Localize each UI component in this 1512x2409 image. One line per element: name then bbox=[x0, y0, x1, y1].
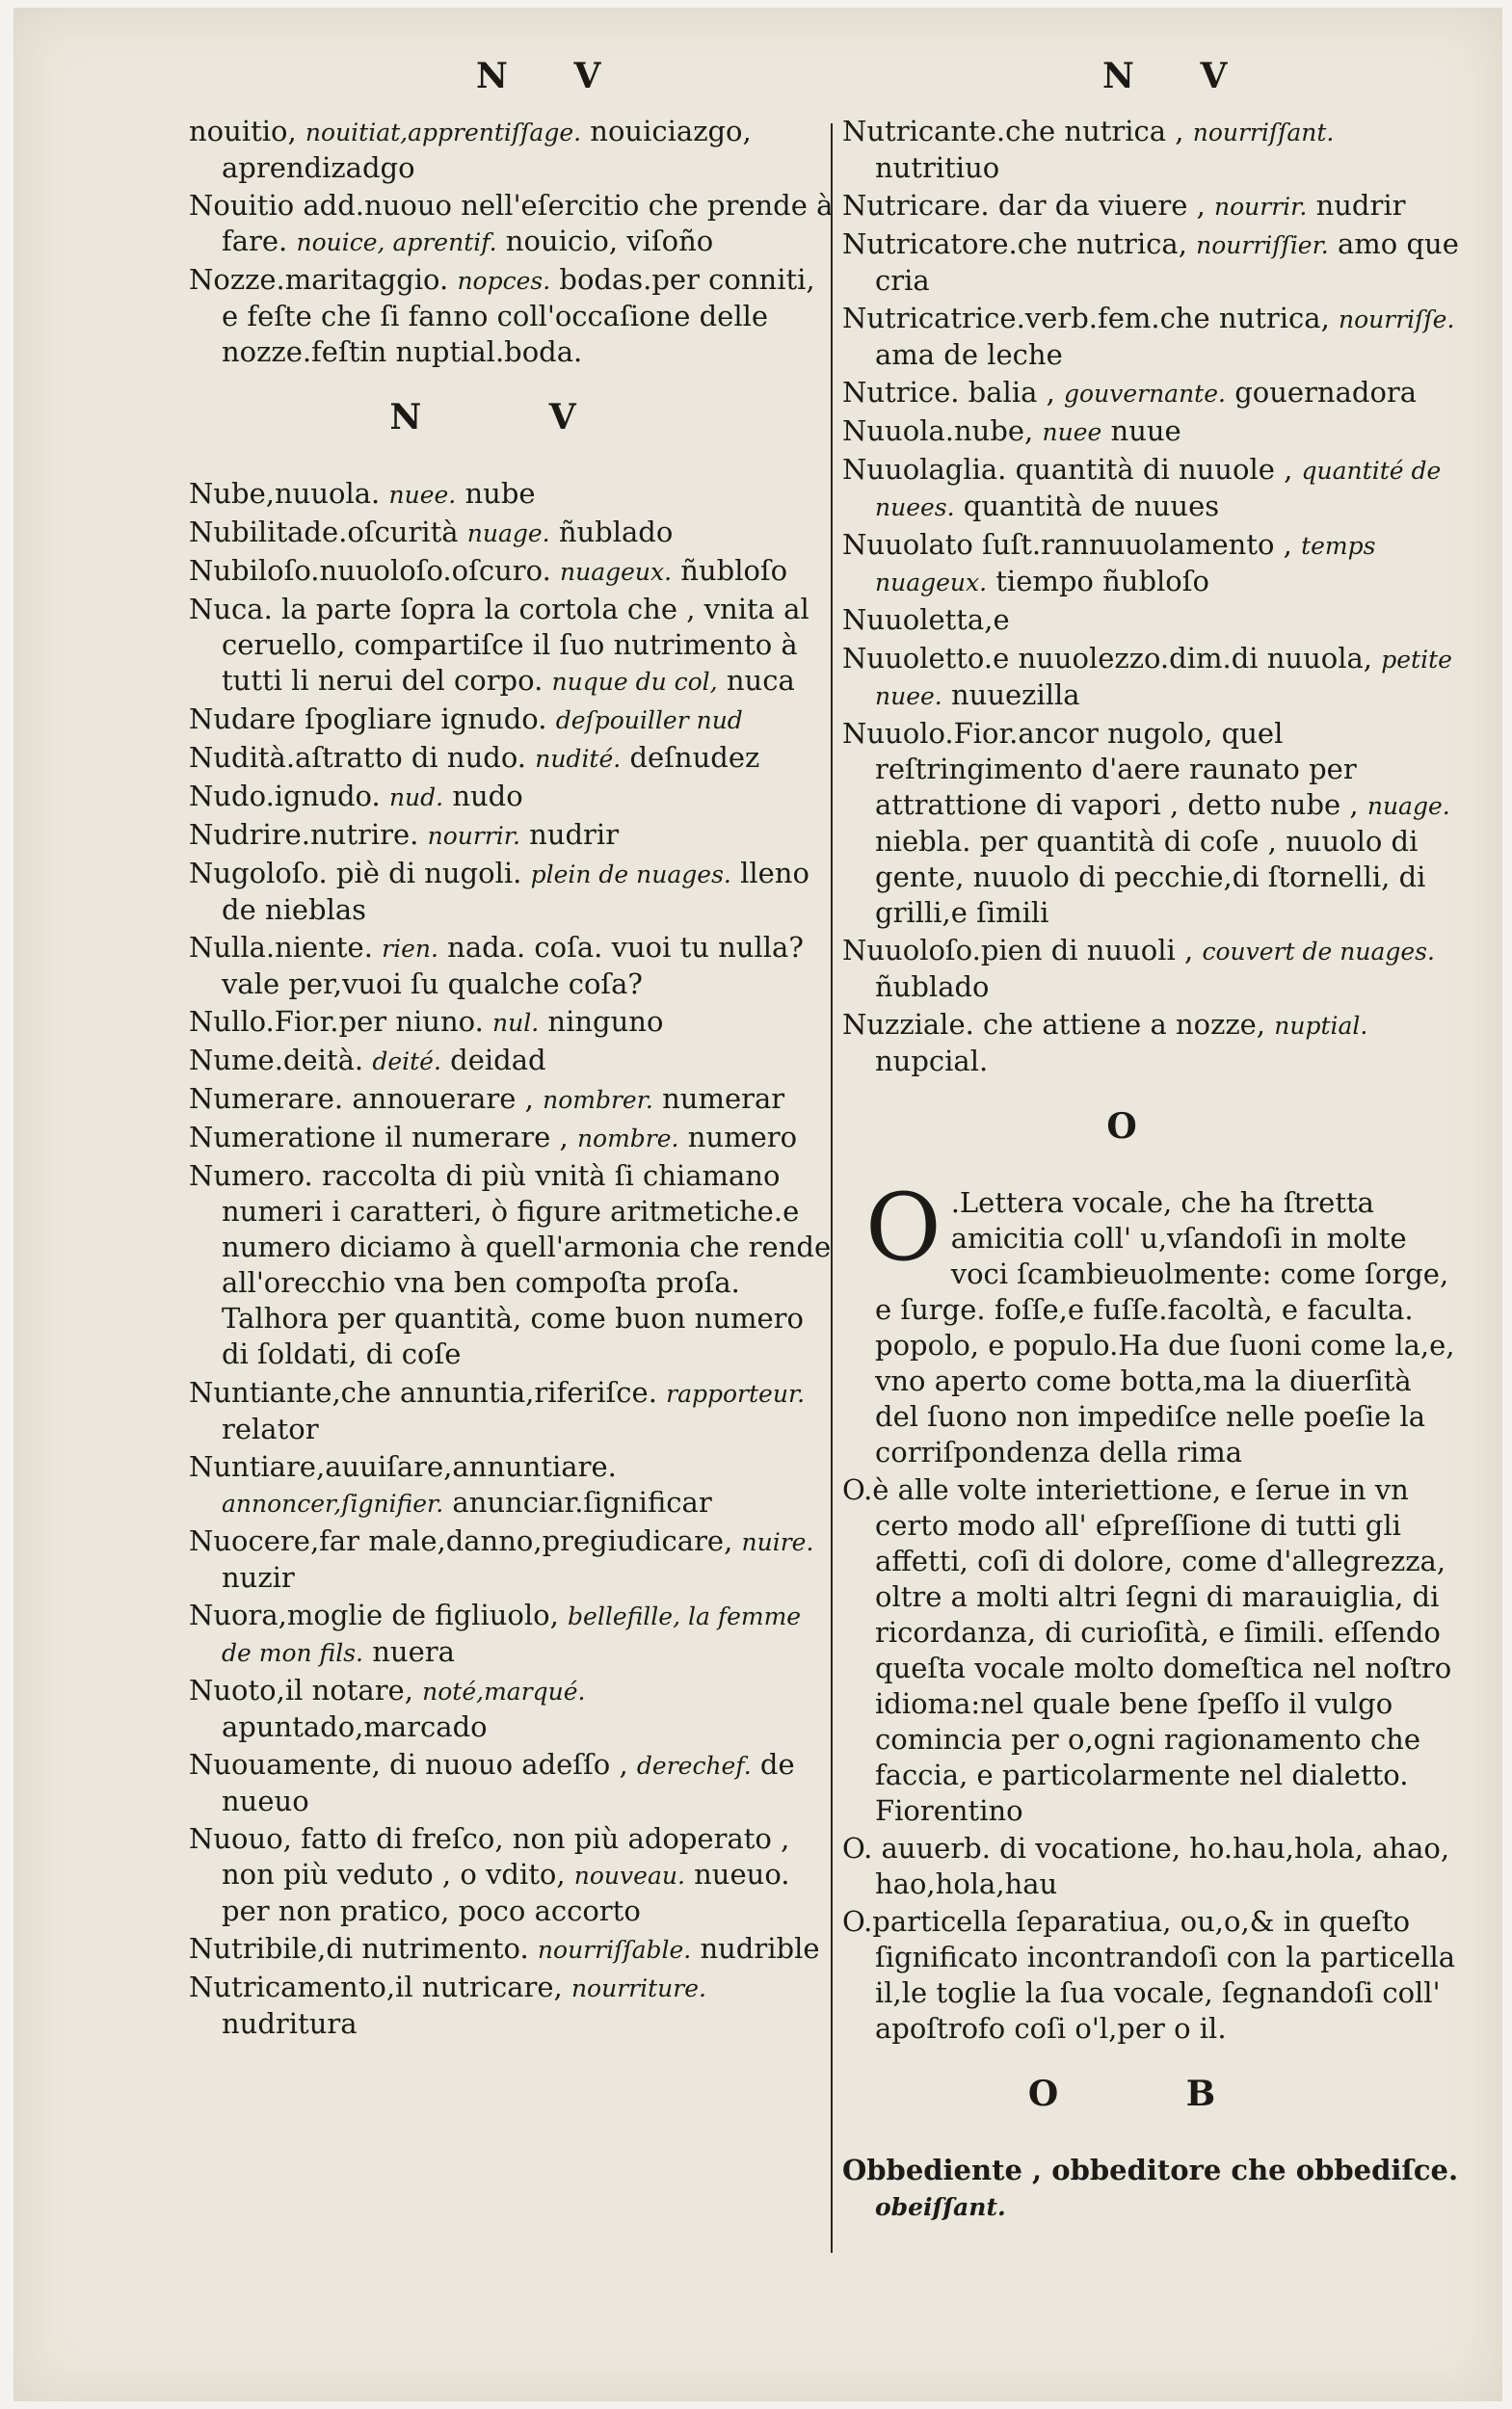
dictionary-entry bbox=[189, 1158, 835, 1373]
dictionary-entry bbox=[842, 527, 1459, 600]
entry-french: nourrir. bbox=[1214, 193, 1308, 221]
dictionary-entry bbox=[189, 1004, 835, 1041]
dictionary-entry bbox=[189, 1673, 835, 1745]
dictionary-entry bbox=[189, 817, 835, 854]
entry-french: nuageux. bbox=[560, 558, 673, 586]
entry-french: nopces. bbox=[457, 267, 551, 295]
entry-italian: Nuocere,far male,danno,pregiudicare, bbox=[189, 1524, 733, 1557]
dictionary-entry bbox=[842, 301, 1459, 373]
right-column bbox=[842, 114, 1459, 2227]
entry-italian: Nube,nuuola. bbox=[189, 477, 381, 510]
entry-spanish: ninguno bbox=[547, 1005, 664, 1038]
dictionary-entry bbox=[842, 226, 1459, 299]
entry-french: nuee bbox=[1042, 418, 1102, 446]
entry-spanish: nupcial. bbox=[875, 1045, 989, 1077]
entry-french: nuage. bbox=[1366, 792, 1450, 820]
entry-spanish: relator bbox=[222, 1413, 319, 1445]
entry-french: nud. bbox=[388, 783, 444, 811]
entry-french: nourriſſable. bbox=[537, 1936, 692, 1964]
running-head-left: N V bbox=[476, 56, 628, 96]
dictionary-entry bbox=[189, 188, 835, 260]
entry-italian: Nuzziale. che attiene a nozze, bbox=[842, 1008, 1266, 1041]
entry-italian: Nutricatore.che nutrica, bbox=[842, 227, 1187, 260]
section-heading: N V bbox=[389, 397, 634, 437]
entry-italian: Nudità.aſtratto di nudo. bbox=[189, 741, 527, 774]
entry-spanish: quantità de nuues bbox=[963, 490, 1220, 522]
entry-french: noté,marqué. bbox=[422, 1678, 586, 1706]
entry-italian: Nullo.Fior.per niuno. bbox=[189, 1005, 484, 1038]
entry-french: rien. bbox=[382, 935, 438, 963]
entry-spanish: nuera bbox=[372, 1635, 455, 1668]
entry-french: plein de nuages. bbox=[530, 860, 731, 888]
entry-italian: Nuuolato ſuſt.rannuuolamento , bbox=[842, 528, 1292, 561]
entry-italian: Nuora,moglie de figliuolo, bbox=[189, 1599, 559, 1631]
entry-spanish: numero bbox=[687, 1121, 798, 1153]
entry-french: nul. bbox=[492, 1009, 540, 1037]
dictionary-entry bbox=[189, 1120, 835, 1156]
dictionary-entry bbox=[189, 1931, 835, 1968]
dictionary-entry bbox=[189, 1523, 835, 1596]
dictionary-entry bbox=[189, 1449, 835, 1522]
entry-italian: Nutricante.che nutrica , bbox=[842, 115, 1184, 147]
dictionary-entry bbox=[842, 375, 1459, 411]
entry-french: nombre. bbox=[576, 1125, 679, 1152]
entry-spanish: nutritiuo bbox=[875, 151, 1000, 184]
entry-spanish: bodas.per conniti, e feſte che ſi fanno coll'occaſione delle nozze.feſtin nuptial.boda. bbox=[222, 263, 815, 368]
entry-italian: Nume.deità. bbox=[189, 1044, 364, 1076]
entry-italian: Nuuoletta,e bbox=[842, 603, 1010, 636]
entry-spanish: niebla. per quantità di coſe , nuuolo di gente, nuuolo di pecchie,di ſtornelli, di grilli,e ſimili bbox=[875, 825, 1426, 929]
entry-spanish: ñublado bbox=[875, 970, 990, 1003]
entry-french: nuptial. bbox=[1274, 1012, 1368, 1040]
entry-italian: Nubilitade.oſcurità bbox=[189, 516, 459, 548]
entry-french: nourrir. bbox=[427, 822, 520, 850]
entry-italian: Nuuolaglia. quantità di nuuole , bbox=[842, 453, 1293, 486]
dictionary-entry bbox=[189, 1821, 835, 1929]
entry-spanish: ñublado bbox=[558, 516, 674, 548]
dictionary-entry bbox=[189, 114, 835, 186]
entry-italian: Nuntiante,che annuntia,riferiſce. bbox=[189, 1376, 657, 1409]
drop-cap: O bbox=[865, 1174, 942, 1282]
running-head-right: N V bbox=[1102, 56, 1255, 96]
entry-italian: Nouitio add.nuouo nell'eſercitio che prende à fare. bbox=[189, 189, 834, 257]
entry-italian: Nuoto,il notare, bbox=[189, 1674, 413, 1707]
entry-italian: Nuuolo.Fior.ancor nugolo, quel reſtringimento d'aere raunato per attrattione di vapori , detto nube , bbox=[842, 717, 1359, 821]
entry-spanish: lleno de nieblas bbox=[222, 857, 809, 926]
dictionary-entry bbox=[189, 930, 835, 1002]
entry-french: derechef. bbox=[636, 1752, 752, 1780]
entry-french: nuque du col, bbox=[551, 668, 718, 696]
entry-spanish: nudrir bbox=[529, 818, 620, 851]
dictionary-entry bbox=[189, 702, 835, 738]
entry-italian: Nuca. la parte ſopra la cortola che , vnita al ceruello, compartiſce il ſuo nutrimento à tutti li nerui del corpo. bbox=[189, 593, 809, 697]
entry-spanish: deſnudez bbox=[629, 741, 760, 774]
entry-italian: Nugoloſo. piè di nugoli. bbox=[189, 857, 522, 889]
entry-italian: Nutribile,di nutrimento. bbox=[189, 1932, 529, 1965]
entry-french: obeiſſant. bbox=[875, 2193, 1006, 2221]
entry-french: nouitiat,apprentiſſage. bbox=[305, 119, 582, 146]
entry-spanish: ama de leche bbox=[875, 338, 1063, 371]
dictionary-entry bbox=[842, 602, 1459, 639]
dictionary-entry bbox=[842, 1174, 1459, 1470]
dictionary-entry bbox=[189, 1598, 835, 1671]
dictionary-page bbox=[13, 8, 1502, 2401]
entry-french: bellefille, la femme de mon fils. bbox=[222, 1602, 802, 1667]
entry-italian: O.particella ſeparatiua, ou,o,& in queſto ſignificato incontrandoſi con la particella il,le toglie la ſua vocale, ſegnandoſi coll' apoſtrofo coſi o'l,per o il. bbox=[842, 1905, 1456, 2045]
dictionary-entry bbox=[189, 592, 835, 700]
entry-spanish: apuntado,marcado bbox=[222, 1710, 488, 1743]
entry-italian: Nutricare. dar da viuere , bbox=[842, 189, 1206, 222]
dictionary-entry bbox=[189, 1970, 835, 2042]
entry-french: nudité. bbox=[535, 745, 622, 773]
entry-italian: Nubiloſo.nuuoloſo.oſcuro. bbox=[189, 554, 551, 587]
entry-spanish: nudrible bbox=[700, 1932, 820, 1965]
entry-spanish: nuuezilla bbox=[950, 678, 1080, 711]
entry-spanish: nada. coſa. vuoi tu nulla? vale per,vuoi ſu qualche coſa? bbox=[222, 931, 804, 1000]
dictionary-entry bbox=[189, 1081, 835, 1118]
section-heading: O bbox=[1106, 1106, 1195, 1147]
dictionary-entry bbox=[842, 413, 1459, 450]
dictionary-entry bbox=[842, 1904, 1459, 2047]
entry-italian: Numeratione il numerare , bbox=[189, 1121, 569, 1153]
entry-spanish: deidad bbox=[450, 1044, 546, 1076]
entry-italian: Nutricatrice.verb.fem.che nutrica, bbox=[842, 302, 1330, 334]
dictionary-entry bbox=[842, 1472, 1459, 1829]
entry-french: nourriſſe. bbox=[1339, 305, 1455, 333]
dictionary-entry bbox=[189, 553, 835, 590]
entry-spanish: anunciar.ſignificar bbox=[452, 1486, 712, 1519]
entry-spanish: amo que cria bbox=[875, 227, 1459, 297]
entry-italian: Nozze.maritaggio. bbox=[189, 263, 449, 296]
entry-italian: .Lettera vocale, che ha ſtretta amicitia coll' u,vſandoſi in molte voci ſcambieuolmente: come ſorge, e ſurge. foſſe,e fuſſe.facoltà, e faculta. popolo, e populo.Ha due ſuoni come la,e, vno aperto come botta,ma la diuerſità del ſuono non impediſce nelle poeſie la corriſpondenza della rima bbox=[875, 1186, 1455, 1469]
entry-french: nourriture. bbox=[570, 1974, 706, 2002]
dictionary-entry bbox=[842, 2153, 1459, 2225]
entry-spanish: nuzir bbox=[222, 1561, 295, 1594]
entry-french: rapporteur. bbox=[666, 1380, 806, 1408]
entry-spanish: de nueuo bbox=[222, 1748, 795, 1817]
dictionary-entry bbox=[842, 1831, 1459, 1902]
entry-italian: Numero. raccolta di più vnità ſi chiamano numeri i caratteri, ò figure aritmetiche.e numero diciamo à quell'armonia che rende all'orecchio vna ben compoſta proſa. Talhora per quantità, come buon numero di ſoldati, di coſe bbox=[189, 1159, 832, 1370]
entry-french: deité. bbox=[372, 1047, 441, 1075]
entry-italian: Nuouamente, di nuouo adeſſo , bbox=[189, 1748, 628, 1781]
entry-french: nuee. bbox=[388, 481, 457, 509]
entry-french: annoncer,ſignifier. bbox=[222, 1490, 444, 1518]
entry-italian: Nuuoloſo.pien di nuuoli , bbox=[842, 934, 1194, 966]
entry-french: nourriſſier. bbox=[1196, 231, 1329, 259]
entry-spanish: nuue bbox=[1110, 414, 1181, 447]
entry-french: nombrer. bbox=[543, 1086, 653, 1114]
entry-italian: Nudare ſpogliare ignudo. bbox=[189, 702, 547, 735]
entry-spanish: nudritura bbox=[222, 2007, 358, 2040]
entry-french: nourriſſant. bbox=[1192, 119, 1335, 146]
entry-italian: Nuouo, fatto di freſco, non più adoperato , non più veduto , o vdito, bbox=[189, 1822, 790, 1891]
entry-french: quantité de nuees. bbox=[875, 457, 1442, 521]
entry-spanish: gouernadora bbox=[1234, 376, 1418, 409]
entry-spanish: nueuo. per non pratico, poco accorto bbox=[222, 1858, 790, 1927]
dictionary-entry bbox=[189, 1375, 835, 1447]
entry-french: nuire. bbox=[741, 1528, 814, 1556]
entry-spanish: nudo bbox=[452, 780, 523, 812]
entry-spanish: nudrir bbox=[1315, 189, 1406, 222]
entry-italian: Nudrire.nutrire. bbox=[189, 818, 419, 851]
entry-italian: Nutricamento,il nutricare, bbox=[189, 1971, 563, 2003]
entry-italian: Numerare. annouerare , bbox=[189, 1082, 534, 1115]
entry-spanish: ñubloſo bbox=[680, 554, 788, 587]
entry-french: nuage. bbox=[466, 519, 550, 547]
entry-spanish: nouicio, viſoño bbox=[505, 225, 714, 257]
entry-french: nouice, aprentif. bbox=[296, 228, 497, 256]
section-heading: O B bbox=[1027, 2074, 1274, 2114]
dictionary-entry bbox=[842, 114, 1459, 186]
entry-italian: nouitio, bbox=[189, 115, 297, 147]
dictionary-entry bbox=[189, 740, 835, 777]
entry-french: nouveau. bbox=[573, 1862, 685, 1890]
entry-italian: O. auuerb. di vocatione, ho.hau,hola, ahao, hao,hola,hau bbox=[842, 1832, 1450, 1900]
dictionary-entry bbox=[842, 716, 1459, 931]
dictionary-entry bbox=[189, 476, 835, 513]
entry-italian: Nuntiare,auuiſare,annuntiare. bbox=[189, 1450, 617, 1483]
entry-french: petite nuee. bbox=[875, 646, 1452, 710]
entry-italian: Obbediente , obbeditore che obbediſce. bbox=[842, 2154, 1459, 2186]
entry-french: temps nuageux. bbox=[875, 532, 1376, 596]
entry-italian: Nuuoletto.e nuuolezzo.dim.di nuuola, bbox=[842, 642, 1373, 675]
entry-spanish: nube bbox=[464, 477, 536, 510]
entry-spanish: tiempo ñubloſo bbox=[995, 565, 1209, 597]
entry-french: gouvernante. bbox=[1064, 380, 1226, 408]
dictionary-entry bbox=[842, 1007, 1459, 1079]
dictionary-entry bbox=[189, 779, 835, 815]
entry-italian: Nuuola.nube, bbox=[842, 414, 1034, 447]
dictionary-entry bbox=[842, 452, 1459, 525]
entry-italian: Nutrice. balia , bbox=[842, 376, 1055, 409]
dictionary-entry bbox=[189, 1043, 835, 1079]
dictionary-entry bbox=[842, 933, 1459, 1005]
dictionary-entry bbox=[189, 515, 835, 551]
entry-italian: O.è alle volte interiettione, e ſerue in vn certo modo all' eſpreſſione di tutti gli affetti, coſi di dolore, come d'allegrezza, oltre a molti altri ſegni di marauiglia, di ricordanza, di curioſità, e ſimili. eſſendo queſta vocale molto domeſtica nel noſtro idioma:nel quale bene ſpeſſo il vulgo comincia per o,ogni ragionamento che faccia, e particolarmente nel dialetto. Fiorentino bbox=[842, 1473, 1452, 1827]
entry-italian: Nulla.niente. bbox=[189, 931, 373, 964]
left-column bbox=[189, 114, 835, 2044]
dictionary-entry bbox=[842, 188, 1459, 225]
entry-italian: Nudo.ignudo. bbox=[189, 780, 381, 812]
dictionary-entry bbox=[189, 1747, 835, 1819]
entry-french: deſpouiller nud bbox=[555, 706, 743, 734]
dictionary-entry bbox=[189, 856, 835, 928]
entry-spanish: nuca bbox=[726, 664, 795, 697]
entry-french: couvert de nuages. bbox=[1202, 938, 1435, 966]
dictionary-entry bbox=[189, 262, 835, 370]
entry-spanish: numerar bbox=[662, 1082, 785, 1115]
dictionary-entry bbox=[842, 641, 1459, 714]
entry-spanish: nouiciazgo, aprendizadgo bbox=[222, 115, 752, 184]
